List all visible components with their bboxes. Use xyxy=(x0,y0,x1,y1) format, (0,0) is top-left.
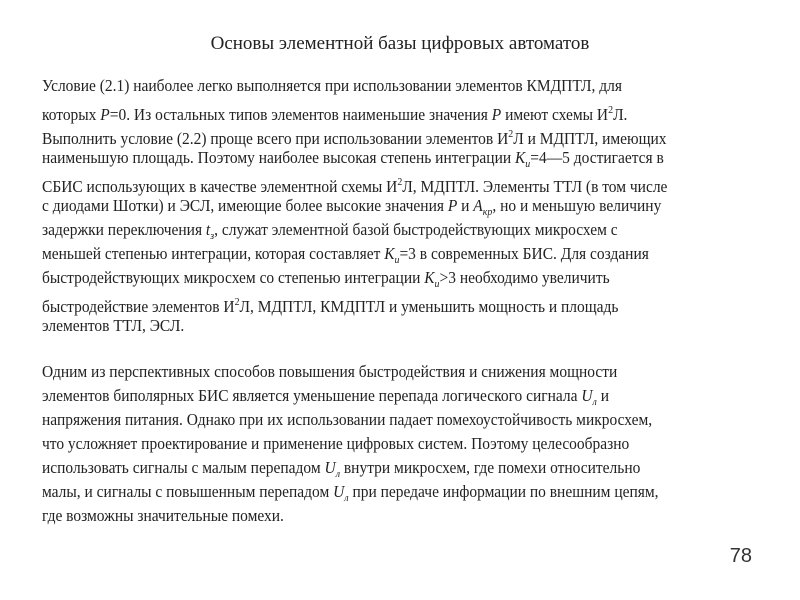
formula-i: P xyxy=(100,105,110,124)
text-segment: и xyxy=(457,196,474,215)
text-segment: Одним из перспективных способов повышения быстродействия и снижения мощности xyxy=(42,362,618,381)
text-segment: напряжения питания. Однако при их использовании падает помехоустойчивость микросхем, xyxy=(42,410,653,429)
formula-sup: 2 xyxy=(508,128,514,140)
text-line xyxy=(42,360,659,384)
formula-i: К xyxy=(384,244,395,263)
text-segment: Выполнить условие (2.2) проще всего при использовании элементов И xyxy=(42,129,509,148)
text-line xyxy=(42,290,667,314)
text-segment: что усложняет проектирование и применение цифровых систем. Поэтому целесообразно xyxy=(42,434,630,453)
formula-sub: и xyxy=(525,158,531,170)
text-line xyxy=(42,170,667,194)
text-segment: Л, МДПТЛ. Элементы ТТЛ (в том числе xyxy=(402,177,668,196)
text-line xyxy=(42,480,659,504)
text-segment: наименьшую площадь. Поэтому наиболее высокая степень интеграции xyxy=(42,148,516,167)
formula-sub: з xyxy=(210,230,215,242)
text-segment: где возможны значительные помехи. xyxy=(42,506,284,525)
text-segment: малы, и сигналы с повышенным перепадом xyxy=(42,482,334,501)
text-segment: которых xyxy=(42,105,101,124)
formula-sub: л xyxy=(592,396,597,408)
text-line xyxy=(42,266,667,290)
formula-sub: и xyxy=(434,278,440,290)
formula-sub: л xyxy=(335,468,341,480)
text-line xyxy=(42,146,667,170)
formula-sup: 2 xyxy=(397,176,403,188)
text-line xyxy=(42,74,667,98)
formula-sup: 2 xyxy=(234,296,240,308)
formula-i: U xyxy=(333,482,345,501)
formula-i: t xyxy=(205,220,211,239)
text-line xyxy=(42,242,667,266)
text-segment: элементов ТТЛ, ЭСЛ. xyxy=(42,316,185,335)
formula-i: U xyxy=(324,458,336,477)
text-line xyxy=(42,384,659,408)
formula-sup: 2 xyxy=(608,104,614,116)
text-segment: при передаче информации по внешним цепям, xyxy=(348,482,659,501)
paragraph-2 xyxy=(42,360,727,528)
text-segment: меньшей степенью интеграции, которая составляет xyxy=(42,244,385,263)
text-line xyxy=(42,408,659,432)
text-segment: СБИС использующих в качестве элементной схемы И xyxy=(42,177,398,196)
text-segment: =3 в современных БИС. Для создания xyxy=(399,244,649,263)
text-line xyxy=(42,432,659,456)
paragraph-1 xyxy=(42,74,737,338)
text-line xyxy=(42,98,667,122)
formula-i: P xyxy=(447,196,458,215)
text-segment: быстродействующих микросхем со степенью интеграции xyxy=(42,268,425,287)
text-segment: Л, МДПТЛ, КМДПТЛ и уменьшить мощность и площадь xyxy=(239,297,619,316)
text-segment: =4—5 достигается в xyxy=(530,148,664,167)
text-line xyxy=(42,456,659,480)
text-segment: с диодами Шотки) и ЭСЛ, имеющие более высокие значения xyxy=(42,196,448,215)
text-line xyxy=(42,194,667,218)
slide-title: Основы элементной базы цифровых автоматов xyxy=(210,33,590,54)
text-segment: имеют схемы И xyxy=(501,105,609,124)
text-line xyxy=(42,122,667,146)
formula-i: U xyxy=(581,386,593,405)
formula-sub: кр xyxy=(482,206,493,218)
formula-i: A xyxy=(473,196,483,215)
text-segment: , служат элементной базой быстродействующих микросхем с xyxy=(214,220,618,239)
text-segment: Условие (2.1) наиболее легко выполняется при использовании элементов КМДПТЛ, для xyxy=(42,76,622,95)
text-segment: задержки переключения xyxy=(42,220,206,239)
formula-i: P xyxy=(491,105,502,124)
text-segment: внутри микросхем, где помехи относительно xyxy=(340,458,641,477)
text-line xyxy=(42,314,667,338)
text-line xyxy=(42,218,667,242)
text-segment: элементов биполярных БИС является уменьшение перепада логического сигнала xyxy=(42,386,582,405)
text-segment: Л и МДПТЛ, имеющих xyxy=(513,129,667,148)
text-segment: Л. xyxy=(613,105,628,124)
text-line xyxy=(42,504,659,528)
formula-sub: л xyxy=(344,492,349,504)
text-segment: >3 необходимо увеличить xyxy=(439,268,610,287)
text-segment: =0. Из остальных типов элементов наименьшие значения xyxy=(109,105,492,124)
text-segment: , но и меньшую величину xyxy=(492,196,662,215)
page-number: 78 xyxy=(729,545,752,567)
text-segment: быстродействие элементов И xyxy=(42,297,235,316)
formula-i: К xyxy=(515,148,526,167)
formula-i: К xyxy=(424,268,435,287)
text-segment: и xyxy=(596,386,610,405)
formula-sub: и xyxy=(394,254,400,266)
text-segment: использовать сигналы с малым перепадом xyxy=(42,458,325,477)
